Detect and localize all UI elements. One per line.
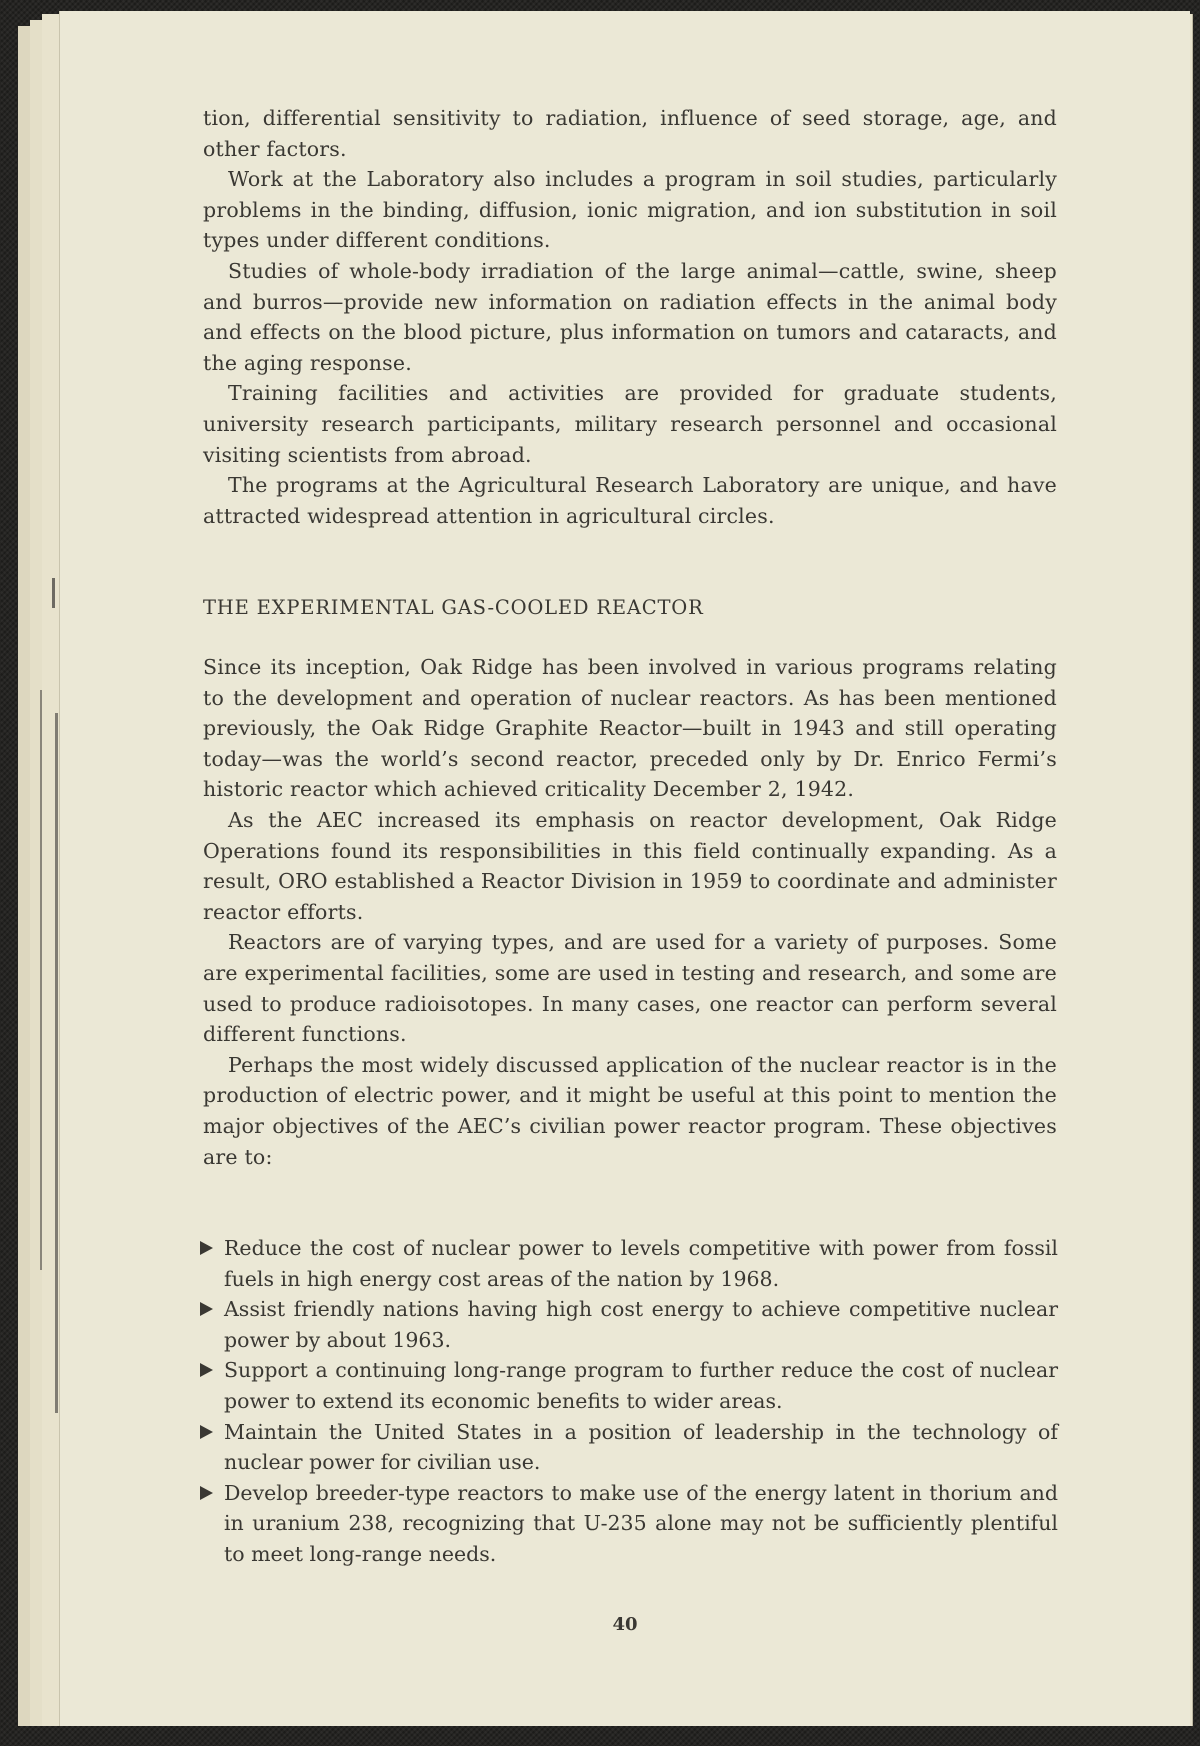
paragraph: Perhaps the most widely discussed application of the nuclear reactor is in the production of electric power, and it might be useful at this point to mention the major objectives of the AEC’s civilian power reactor program. These objectives are to:	[203, 1052, 1057, 1169]
triangle-bullet-icon	[200, 1363, 213, 1377]
paragraph: The programs at the Agricultural Research Laboratory are unique, and have attracted widespread attention in agricultural circles.	[203, 473, 1057, 528]
list-item	[198, 1478, 1058, 1570]
section-heading: THE EXPERIMENTAL GAS-COOLED REACTOR	[203, 596, 704, 619]
intro-text	[203, 103, 1057, 531]
page-edge-mark	[55, 713, 58, 1413]
list-item	[198, 1233, 1058, 1294]
book-page	[60, 11, 1190, 1726]
triangle-bullet-icon	[200, 1302, 213, 1316]
triangle-bullet-icon	[200, 1241, 213, 1255]
paragraph: Reactors are of varying types, and are used for a variety of purposes. Some are experimental facilities, some are used in testing and research, and some are used to produce radioisotopes. In many cases, one reactor can perform several different functions.	[203, 930, 1057, 1047]
triangle-bullet-icon	[200, 1425, 213, 1439]
page-edge-mark	[40, 690, 42, 1270]
list-item-text: Assist friendly nations having high cost energy to achieve competitive nuclear power by about 1963.	[224, 1297, 1058, 1352]
list-item-text: Reduce the cost of nuclear power to levels competitive with power from fossil fuels in high energy cost areas of the nation by 1968.	[224, 1236, 1058, 1291]
page-number: 40	[612, 1614, 638, 1635]
list-item	[198, 1417, 1058, 1478]
triangle-bullet-icon	[200, 1486, 213, 1500]
paragraph: Studies of whole-body irradiation of the large animal—cattle, swine, sheep and burros—provide new information on radiation effects in the animal body and effects on the blood picture, plus information on tumors and cataracts, and the aging response.	[203, 258, 1057, 375]
list-item-text: Support a continuing long-range program to further reduce the cost of nuclear power to extend its economic benefits to wider areas.	[224, 1358, 1058, 1413]
paragraph: Work at the Laboratory also includes a program in soil studies, particularly problems in the binding, diffusion, ionic migration, and ion substitution in soil types under different conditions.	[203, 167, 1057, 253]
objectives-list	[198, 1233, 1058, 1570]
list-item	[198, 1355, 1058, 1416]
page-edge-mark	[52, 578, 55, 608]
paragraph: Training facilities and activities are provided for graduate students, university research participants, military research personnel and occasional visiting scientists from abroad.	[203, 381, 1057, 467]
list-item-text: Maintain the United States in a position of leadership in the technology of nuclear power for civilian use.	[224, 1419, 1058, 1475]
paragraph: As the AEC increased its emphasis on reactor development, Oak Ridge Operations found its responsibilities in this field continually expanding. As a result, ORO established a Reactor Division in 1959 to coordinate and administer reactor efforts.	[203, 807, 1057, 924]
paragraph: Since its inception, Oak Ridge has been involved in various programs relating to the development and operation of nuclear reactors. As has been mentioned previously, the Oak Ridge Graphite Reactor—built in 1943 and still operating today—was the world’s second reactor, preceded only by Dr. Enrico Fermi’s historic reactor which achieved criticality December 2, 1942.	[203, 655, 1057, 802]
list-item	[198, 1294, 1058, 1355]
section-text	[203, 652, 1057, 1172]
list-item-text: Develop breeder-type reactors to make use of the energy latent in thorium and in uranium 238, recognizing that U-235 alone may not be sufficiently plentiful to meet long-range needs.	[224, 1480, 1058, 1566]
paragraph: tion, differential sensitivity to radiation, influence of seed storage, age, and other factors.	[203, 106, 1057, 161]
